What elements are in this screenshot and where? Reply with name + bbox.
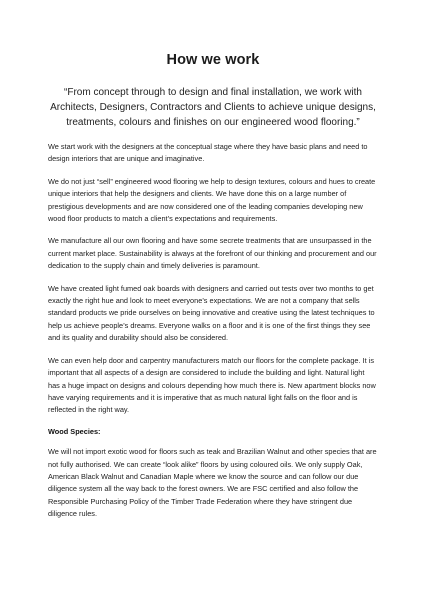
paragraph-manufacturing: We manufacture all our own flooring and have some secrete treatments that are unsurpassed in the current market place. Sustainability is always at the forefront of our thinking and procurement and our dedication to the supply chain and timely deliveries is paramount. [48,236,377,271]
paragraph-wood-species: We will not import exotic wood for floors such as teak and Brazilian Walnut and other species that are not fully authorised. We can create “look alike” floors by using coloured oils. We only supply Oak, American Black Walnut and Canadian Maple where we know the source and can follow our due diligence system all the way back to the forest owners. We are FSC certified and also follow the Responsible Purchasing Policy of the Timber Trade Federation where they have stringent due diligence rules. [48,447,377,519]
paragraph-design-help: We do not just “sell” engineered wood flooring we help to design textures, colours and hues to create unique interiors that help the designers and clients. We have done this on a large number of prestigious developments and are now considered one of the leading companies developing new wood floor products to match a client’s expectations and requirements. [48,176,376,224]
wood-species-heading: Wood Species: [48,426,101,436]
paragraph-fumed-oak: We have created light fumed oak boards with designers and carried out tests over two months to get exactly the right hue and look to meet everyone’s expectations. We are not a company that sells standard products we pride ourselves on being innovative and creative using the latest techniques to help us achieve people’s dreams. Everyone walks on a floor and it is one of the first things they see and its quality and durability should also be considered. [48,283,375,343]
page-title: How we work [166,52,260,68]
paragraph-designers: We start work with the designers at the conceptual stage where they have basic plans and need to design interiors that are unique and imaginative. [48,142,368,164]
paragraph-natural-light: We can even help door and carpentry manufacturers match our floors for the complete package. It is important that all aspects of a design are considered to include the building and light. Natural light has a huge impact on designs and colours depending how much there is. New apartment blocks now have varying requirements and it is imperative that as much natural light falls on the floor and is reflected in the right way. [48,355,376,415]
intro-quote: “From concept through to design and final installation, we work with Architects, Designers, Contractors and Clients to achieve unique designs, treatments, colours and finishes on our engineered wood flooring.” [50,87,376,128]
